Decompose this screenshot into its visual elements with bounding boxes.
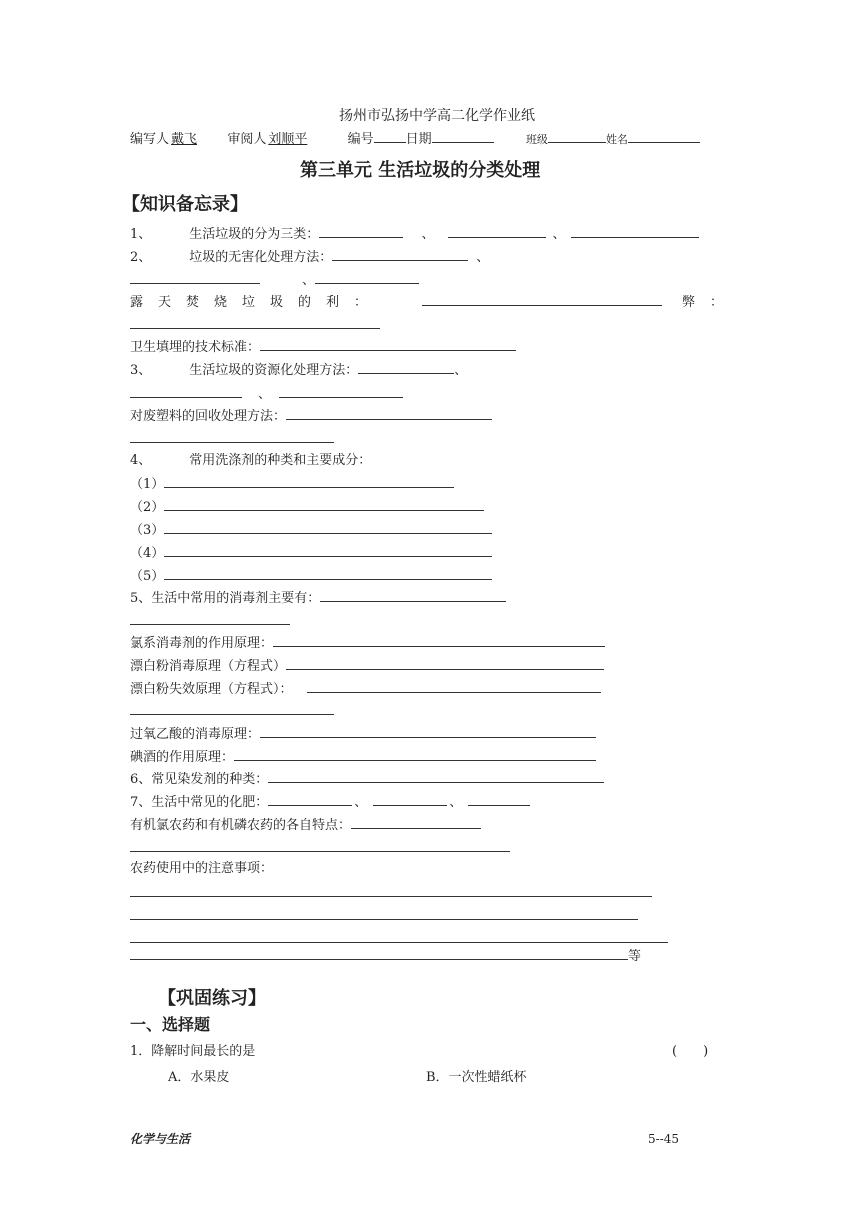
footer-subject: 化学与生活 <box>130 1132 191 1146</box>
number-label: 编号 <box>347 132 374 147</box>
q4-text: 常用洗涤剂的种类和主要成分： <box>189 453 372 468</box>
peracetic-text: 过氧乙酸的消毒原理： <box>130 727 261 742</box>
pesticide-use-line <box>130 860 273 878</box>
reviewer-label: 审阅人 <box>227 132 267 147</box>
blank <box>130 384 242 398</box>
class-blank <box>548 129 606 143</box>
blank <box>130 929 668 943</box>
q5-text: 5、生活中常用的消毒剂主要有： <box>130 591 321 606</box>
char: 露 <box>130 295 144 310</box>
blank <box>130 906 638 920</box>
char: 垃 <box>242 295 256 310</box>
blank <box>268 792 352 806</box>
q3-number: 3、 <box>130 363 152 378</box>
answer-line <box>130 946 641 966</box>
number-blank <box>374 129 406 143</box>
separator: 、 <box>552 227 566 242</box>
blank <box>279 384 403 398</box>
blank <box>448 224 546 238</box>
blank <box>286 656 604 670</box>
detergent-item <box>130 543 492 563</box>
separator: 、 <box>302 273 316 288</box>
iodine-text: 碘酒的作用原理： <box>130 750 235 765</box>
burn-bad: 弊 <box>682 295 696 310</box>
separator: 、 <box>476 250 490 265</box>
blank <box>130 270 260 284</box>
q3-cont-line <box>130 384 403 404</box>
q2-number: 2、 <box>130 250 152 265</box>
item-number: （5） <box>130 569 165 584</box>
memo-heading: 【知识备忘录】 <box>122 194 248 215</box>
blank <box>373 792 447 806</box>
peracetic-line <box>130 724 596 744</box>
q6-text: 6、常见染发剂的种类： <box>130 772 269 787</box>
char: 天 <box>158 295 172 310</box>
blank <box>234 747 596 761</box>
pesticide-cont-line <box>130 838 510 858</box>
char: 的 <box>298 295 312 310</box>
date-label: 日期 <box>405 132 432 147</box>
blank <box>268 769 604 783</box>
q4-number: 4、 <box>130 453 152 468</box>
author-name: 戴飞 <box>171 132 198 147</box>
blank <box>571 224 699 238</box>
blank <box>164 497 484 511</box>
pesticide-text: 有机氯农药和有机磷农药的各自特点： <box>130 818 352 833</box>
etc-text: 等 <box>628 949 642 964</box>
answer-line <box>130 906 638 926</box>
q5-line <box>130 588 506 608</box>
burn-cont-line <box>130 315 380 335</box>
char: 焚 <box>186 295 200 310</box>
name-blank <box>628 129 700 143</box>
author-label: 编写人 <box>130 132 170 147</box>
char: 烧 <box>214 295 228 310</box>
blank <box>468 792 530 806</box>
answer-line <box>130 883 652 903</box>
separator: 、 <box>449 795 463 810</box>
section-title: 一、选择题 <box>130 1015 211 1034</box>
blank <box>130 701 334 715</box>
q4-line <box>130 452 371 470</box>
detergent-item <box>130 520 492 540</box>
footer-page: 5--45 <box>648 1132 680 1146</box>
blank <box>130 611 290 625</box>
answer-parentheses: ( ) <box>672 1044 709 1059</box>
plastic-line <box>130 406 492 426</box>
landfill-line <box>130 337 516 357</box>
colon: ： <box>710 295 724 310</box>
blank <box>130 315 380 329</box>
blank <box>307 679 601 693</box>
q2-cont-line <box>130 270 419 290</box>
chlorine-line <box>130 633 605 653</box>
blank <box>164 566 492 580</box>
question-1: 1．降解时间最长的是 <box>130 1044 256 1059</box>
blank <box>320 588 506 602</box>
bleach-disinfect-line <box>130 656 604 676</box>
chlorine-text: 氯系消毒剂的作用原理： <box>130 636 274 651</box>
q2-line <box>130 247 489 267</box>
blank <box>130 883 652 897</box>
bleach-disinfect-text: 漂白粉消毒原理（方程式） <box>130 659 287 674</box>
blank <box>273 633 605 647</box>
name-label: 姓名 <box>605 133 628 146</box>
blank <box>358 360 454 374</box>
separator: 、 <box>454 363 468 378</box>
detergent-item <box>130 474 454 494</box>
blank <box>164 474 454 488</box>
item-number: （4） <box>130 546 165 561</box>
practice-heading: 【巩固练习】 <box>158 988 266 1009</box>
landfill-text: 卫生填埋的技术标准： <box>130 340 261 355</box>
pesticide-use-text: 农药使用中的注意事项： <box>130 861 274 876</box>
blank <box>260 724 596 738</box>
char: 利 <box>326 295 340 310</box>
school-title: 扬州市弘扬中学高二化学作业纸 <box>339 108 535 124</box>
q7-text: 7、生活中常见的化肥： <box>130 795 269 810</box>
bleach-fail-text: 漂白粉失效原理（方程式）： <box>130 682 293 697</box>
date-blank <box>432 129 494 143</box>
burn-line <box>130 292 723 312</box>
blank <box>286 406 492 420</box>
reviewer-name: 刘顺平 <box>268 132 308 147</box>
blank <box>164 543 492 557</box>
item-number: （1） <box>130 477 165 492</box>
q3-line <box>130 360 467 380</box>
q2-text: 垃圾的无害化处理方法： <box>189 250 333 265</box>
q1-line <box>130 224 699 244</box>
char: 圾 <box>270 295 284 310</box>
q1-text: 生活垃圾的分为三类： <box>189 227 320 242</box>
blank <box>260 337 516 351</box>
pesticide-line <box>130 815 481 835</box>
option-b: B．一次性蜡纸杯 <box>426 1070 527 1085</box>
blank <box>130 838 510 852</box>
separator: 、 <box>258 387 272 402</box>
plastic-cont-line <box>130 429 334 449</box>
blank <box>130 946 628 960</box>
item-number: （2） <box>130 500 165 515</box>
option-a: A．水果皮 <box>168 1070 230 1085</box>
q7-line <box>130 792 530 812</box>
plastic-text: 对废塑料的回收处理方法： <box>130 409 287 424</box>
blank <box>422 292 662 306</box>
separator: 、 <box>354 795 368 810</box>
iodine-line <box>130 747 596 767</box>
blank <box>332 247 468 261</box>
q1-number: 1、 <box>130 227 152 242</box>
q6-line <box>130 769 604 789</box>
blank <box>130 429 334 443</box>
header-info-row <box>130 129 700 149</box>
item-number: （3） <box>130 523 165 538</box>
bleach-fail-cont-line <box>130 701 334 721</box>
class-label: 班级 <box>525 133 548 146</box>
blank <box>319 224 403 238</box>
blank <box>351 815 481 829</box>
q3-text: 生活垃圾的资源化处理方法： <box>189 363 359 378</box>
blank <box>164 520 492 534</box>
separator: 、 <box>421 227 435 242</box>
char: ： <box>354 295 368 310</box>
detergent-item <box>130 566 492 586</box>
bleach-fail-line <box>130 679 601 699</box>
page-title: 第三单元 生活垃圾的分类处理 <box>300 160 541 181</box>
detergent-item <box>130 497 484 517</box>
blank <box>315 270 419 284</box>
q5-cont-line <box>130 611 290 631</box>
